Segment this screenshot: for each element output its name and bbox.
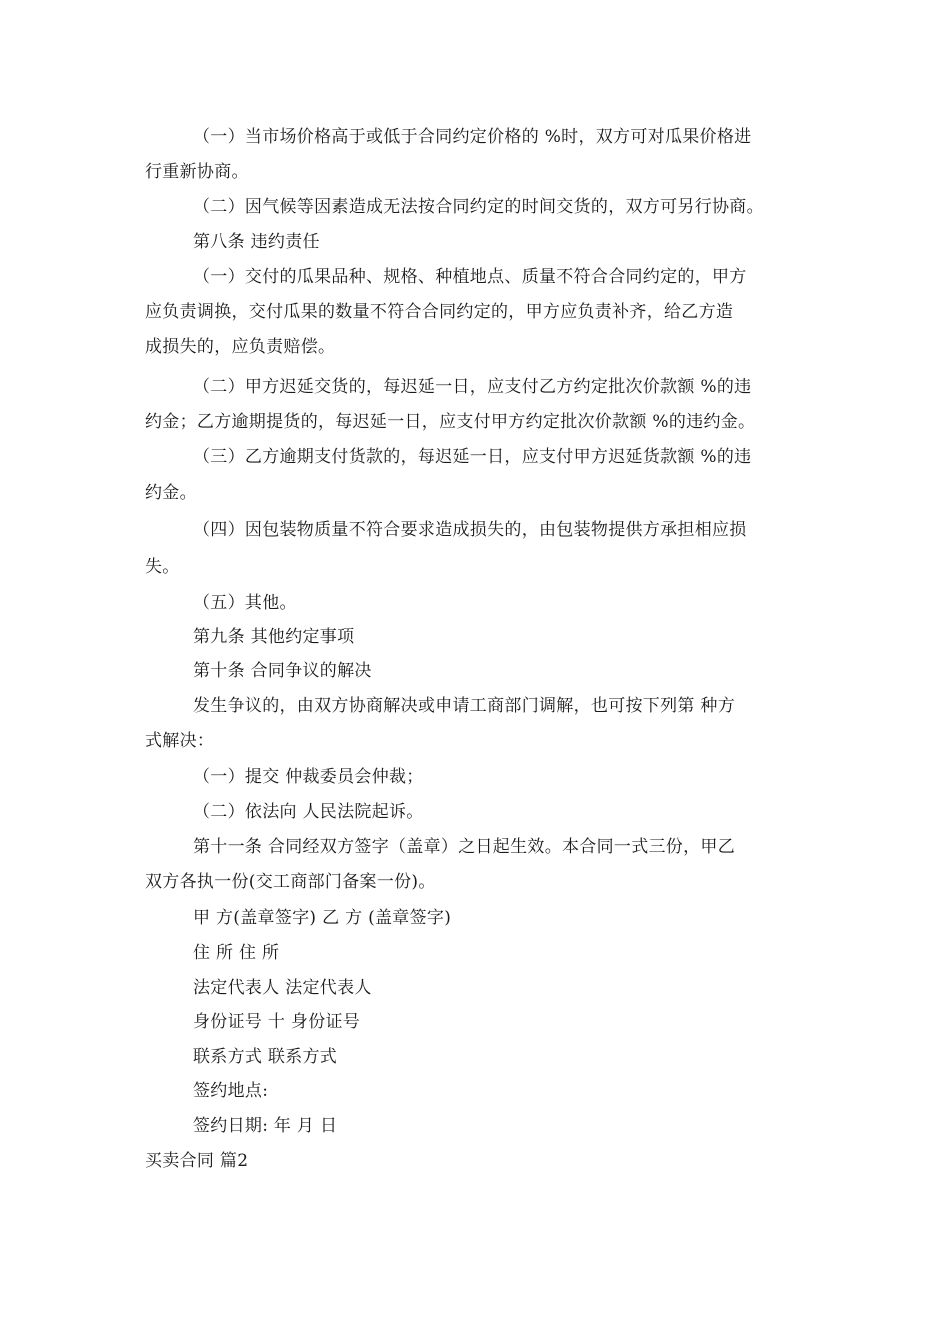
article-8-heading: 第八条 违约责任	[193, 232, 320, 252]
clause-8-1-line-3: 成损失的，应负责赔偿。	[145, 337, 336, 357]
section-heading-part-2: 买卖合同 篇2	[145, 1151, 249, 1171]
clause-8-1-line-2: 应负责调换，交付瓜果的数量不符合合同约定的，甲方应负责补齐，给乙方造	[145, 302, 734, 322]
signature-party-row: 甲 方(盖章签字) 乙 方 (盖章签字)	[193, 908, 452, 928]
article-11-line-2: 双方各执一份(交工商部门备案一份)。	[145, 872, 436, 892]
signature-legal-rep-row: 法定代表人 法定代表人	[193, 978, 372, 998]
article-11-line-1: 第十一条 合同经双方签字（盖章）之日起生效。本合同一式三份，甲乙	[193, 837, 736, 857]
signature-contact-row: 联系方式 联系方式	[193, 1047, 338, 1067]
clause-7-2: （二）因气候等因素造成无法按合同约定的时间交货的，双方可另行协商。	[193, 197, 764, 217]
article-10-heading: 第十条 合同争议的解决	[193, 661, 372, 681]
signing-place: 签约地点:	[193, 1081, 269, 1101]
clause-8-3-line-2: 约金。	[145, 483, 197, 503]
clause-7-1-line-2: 行重新协商。	[145, 162, 249, 182]
clause-10-2: （二）依法向 人民法院起诉。	[193, 802, 424, 822]
signature-id-row: 身份证号 十 身份证号	[193, 1012, 361, 1032]
signature-address-row: 住 所 住 所	[193, 943, 280, 963]
article-10-body-line-2: 式解决：	[145, 731, 215, 751]
clause-8-3-line-1: （三）乙方逾期支付货款的，每迟延一日，应支付甲方迟延货款额 %的违	[193, 447, 752, 467]
clause-8-5: （五）其他。	[193, 593, 297, 613]
clause-8-4-line-1: （四）因包装物质量不符合要求造成损失的，由包装物提供方承担相应损	[193, 520, 747, 540]
clause-8-2-line-1: （二）甲方迟延交货的，每迟延一日，应支付乙方约定批次价款额 %的违	[193, 377, 752, 397]
signing-date: 签约日期: 年 月 日	[193, 1116, 338, 1136]
article-10-body-line-1: 发生争议的，由双方协商解决或申请工商部门调解，也可按下列第 种方	[193, 696, 736, 716]
clause-7-1-line-1: （一）当市场价格高于或低于合同约定价格的 %时，双方可对瓜果价格进	[193, 127, 752, 147]
clause-8-2-line-2: 约金；乙方逾期提货的，每迟延一日，应支付甲方约定批次价款额 %的违约金。	[145, 412, 756, 432]
article-9-heading: 第九条 其他约定事项	[193, 627, 355, 647]
clause-10-1: （一）提交 仲裁委员会仲裁；	[193, 767, 424, 787]
clause-8-4-line-2: 失。	[145, 557, 180, 577]
clause-8-1-line-1: （一）交付的瓜果品种、规格、种植地点、质量不符合合同约定的，甲方	[193, 267, 747, 287]
